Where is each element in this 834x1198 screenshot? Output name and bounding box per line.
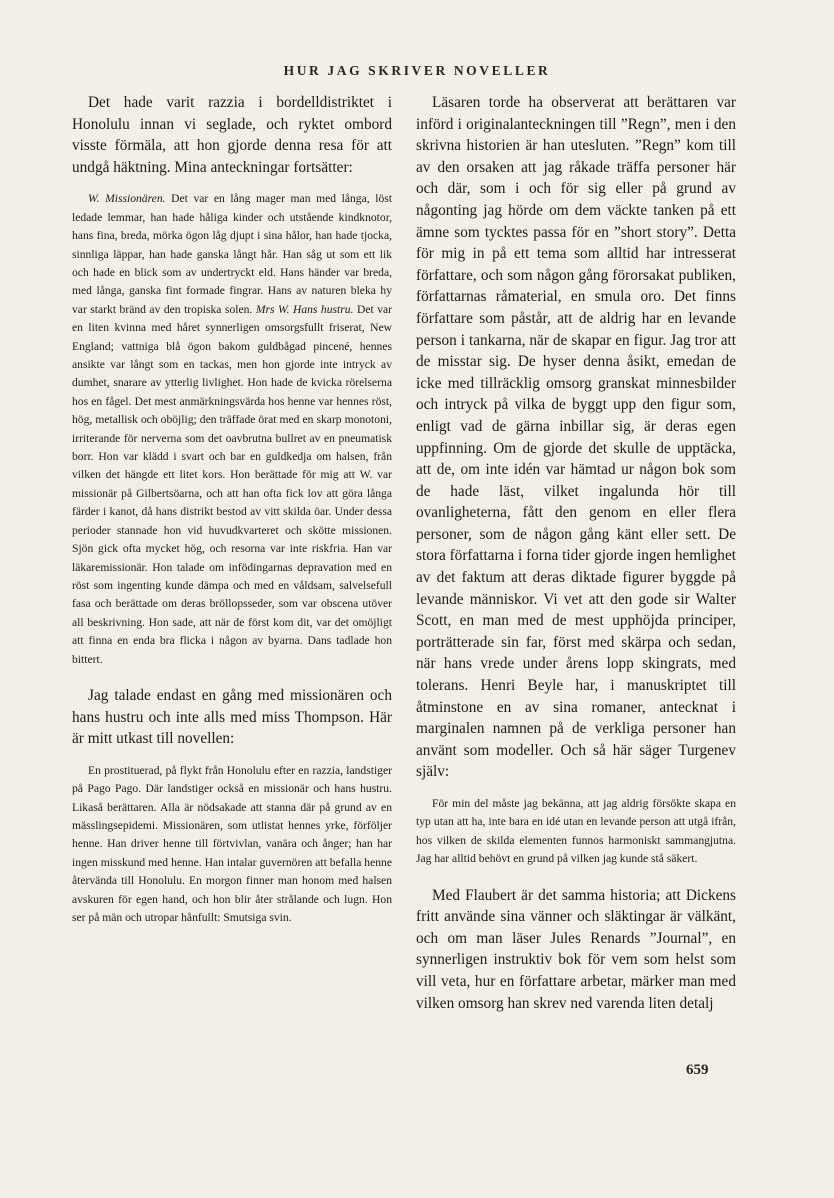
turgenev-quote: För min del måste jag bekänna, att jag aldrig försökte skapa en typ utan att ha, inte bara en idé utan en levande person att utgå ifrån, hos vilken de skilda elementen funnos harmoniskt sammangjutna. Jag har alltid behövt en grund på vilken jag kunde stå säkert. <box>416 797 736 866</box>
page-number: 659 <box>686 1062 709 1078</box>
notes-text-wife: Det var en liten kvinna med håret synnerligen omsorgsfullt friserat, New England; vattniga blå ögon bakom guldbågad pincené, hennes ansikte var långt som en tackas, men hon gjorde inte intryck av dumhet, snarare av ytterlig livlighet. Hon hade de kvicka rörelserna hos en fågel. Det mest anmärkningsvärda hos henne var hennes röst, hög, metallisk och oböjlig; den träffade örat med en skarp monotoni, irriterande för nerverna som det oavbrutna bullret av en pneumatisk borr. Hon var klädd i svart och bar en guldkedja om halsen, från vilken det hängde ett litet kors. Hon berättade för mig att W. var missionär på Gilbertsöarna, och att han ofta fick lov att göra långa färder i kanot, då hans distrikt bestod av vitt skilda öar. Under dessa perioder stannade hon vid huvudkvarteret och skötte missionen. Sjön gick ofta mycket hög, och resorna var inte riskfria. Han var läkaremissionär. Hon talade om infödingarnas depravation med en röst som ingenting kunde dämpa och med en våldsam, salvelsefull fasa och berättade om deras bröllopsseder, som var obscena utöver all beskrivning. Hon sade, att när de först kom dit, var det omöjligt att finna en enda bra flicka i någon av byarna. Dans tadlade hon bittert. <box>72 302 392 666</box>
right-column <box>416 92 736 1014</box>
outline-paragraph: En prostituerad, på flykt från Honolulu efter en razzia, landstiger på Pago Pago. Där landstiger också en missionär och hans hustru. Likaså berättaren. Alla är nödsakade att stanna där på grund av en mässlingsepidemi. Missionären, som utlistat hennes yrke, förföljer henne. Han driver henne till förtvivlan, vanära och ånger; han har ingen misskund med henne. Han intalar guvernören att befalla henne återvända till Honolulu. En morgon finner man honom med halsen avskuren för egen hand, och hon blir åter strålande och lugn. Hon ser på män och utropar hånfullt: Smutsiga svin. <box>72 763 392 924</box>
middle-paragraph: Jag talade endast en gång med missionären och hans hustru och inte alls med miss Thompson. Här är mitt utkast till novellen: <box>72 686 392 748</box>
notes-label-wife: Mrs W. Hans hustru. <box>255 302 354 316</box>
notes-text-missionary: Det var en lång mager man med långa, löst ledade lemmar, han hade håliga kinder och utstående kindknotor, hans fina, breda, mörka ögon låg djupt i sina hålor, han hade tjocka, sinnliga läppar, han hade ganska långt hår. Han såg ut som ett lik och hade en blick som av undertryckt eld. Hans händer var breda, med långa, ganska fint formade fingrar. Hans av naturen bleka hy var starkt bränd av den tropiska solen. <box>72 192 392 316</box>
notes-paragraph <box>72 190 392 669</box>
running-title: HUR JAG SKRIVER NOVELLER <box>283 63 551 78</box>
notes-label-missionary: W. Missionären. <box>88 192 166 206</box>
left-column <box>72 92 392 927</box>
right-paragraph-1: Läsaren torde ha observerat att berättaren var införd i originalanteckningen till ”Regn”, men i den skrivna historien är han utesluten. ”Regn” kom till av den orsaken att jag råkade träffa personer här och där, som i och för sig eller på grund av någonting jag hörde om dem väckte tanken på ett ämne som tycktes passa för en ”short story”. Detta för mig in på ett tema som alltid har intresserat författare, och som någon gång förorsakat publiken, författarnas råmaterial, en smula oro. Det finns författare som påstår, att de aldrig har en levande person i tankarna, när de skapar en figur. Jag tror att de misstar sig. De hyser denna åsikt, emedan de icke med tillräcklig omsorg granskat minnesbilder och intryck på vilka de byggt upp den figur som, enligt vad de gärna inbillar sig, är deras egen uppfinning. Om de gjorde det skulle de upptäcka, att de, om inte idén var hämtad ur någon bok som de hade läst, vilket ingalunda hör till ovanligheterna, fått den genom en eller flera personer, som de någon gång känt eller sett. De stora författarna i forna tider gjorde ingen hemlighet av det faktum att deras diktade figurer byggde på levande människor. Vi vet att den gode sir Walter Scott, en man med de mest upphöjda principer, porträtterade sin far, först med skärpa och sedan, när hans vrede under årens lopp skingrats, med tolerans. Henri Beyle har, i manuskriptet till åtminstone en av sina romaner, antecknat i marginalen namnen på de verkliga personer han använt som modeller. Och så här säger Turgenev själv: <box>416 94 736 781</box>
right-paragraph-2: Med Flaubert är det samma historia; att Dickens fritt använde sina vänner och släktingar är välkänt, och om man läser Jules Renards ”Journal”, en synnerligen instruktiv bok för vem som helst som vill veta, hur en författare arbetar, märker man med vilken omsorg han skrev ned varenda liten detalj <box>416 886 736 1012</box>
intro-paragraph: Det hade varit razzia i bordelldistriktet i Honolulu innan vi seglade, och ryktet ombord visste förmäla, att hon gjorde denna resa för att undgå häktning. Mina anteckningar fortsätter: <box>72 94 392 176</box>
